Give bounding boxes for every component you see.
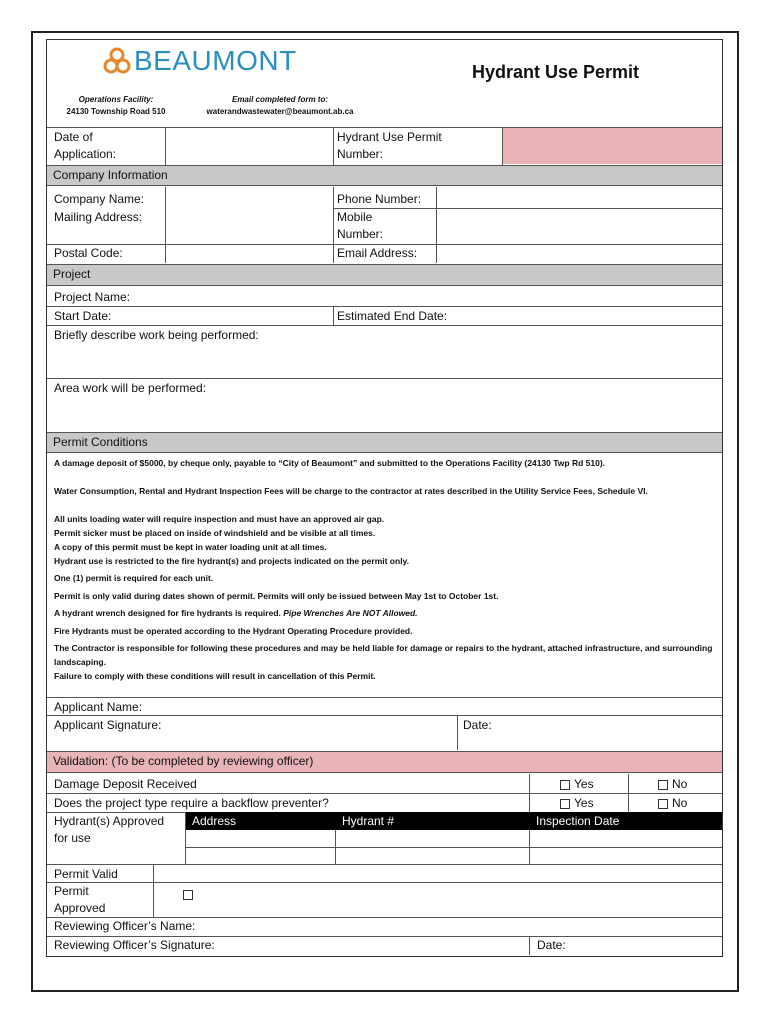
permit-approved-label: Permit Approved — [54, 884, 106, 915]
mobile-number-field[interactable] — [437, 209, 721, 243]
officer-signature-field[interactable] — [225, 937, 525, 954]
mobile-number-label: Mobile Number: — [337, 210, 384, 241]
condition-fees: Water Consumption, Rental and Hydrant Inspection Fees will be charge to the contractor at rates described in the Utility Service Fees, Schedule VI. — [54, 486, 648, 496]
postal-code-label: Postal Code: — [54, 246, 123, 260]
phone-number-label: Phone Number: — [337, 192, 422, 206]
work-description-label: Briefly describe work being performed: — [54, 328, 259, 342]
column-inspection-date: Inspection Date — [530, 812, 722, 830]
hydrants-approved-label: Hydrant(s) Approved for use — [54, 814, 165, 845]
column-hydrant-number: Hydrant # — [336, 812, 530, 830]
backflow-no-option[interactable]: No — [658, 795, 687, 812]
condition-deposit: A damage deposit of $5000, by cheque only, payable to “City of Beaumont” and submitted to the Operations Facility (24130 Twp Rd 510). — [54, 458, 606, 468]
estimated-end-date-label: Estimated End Date: — [337, 309, 448, 323]
work-area-label: Area work will be performed: — [54, 381, 207, 395]
deposit-yes-option[interactable]: Yes — [560, 776, 594, 793]
checkbox-icon[interactable] — [560, 780, 570, 790]
company-name-field[interactable] — [166, 190, 332, 207]
officer-name-label: Reviewing Officer’s Name: — [54, 919, 196, 933]
officer-name-field[interactable] — [205, 918, 720, 935]
applicant-signature-field[interactable] — [170, 716, 455, 749]
estimated-end-date-field[interactable] — [455, 307, 720, 324]
checkbox-icon[interactable] — [658, 799, 668, 809]
officer-signature-label: Reviewing Officer’s Signature: — [54, 938, 215, 952]
email-instructions: Email completed form to: waterandwastewater@beaumont.ab.ca — [206, 95, 354, 116]
company-name-label: Company Name: — [54, 192, 145, 206]
officer-date-field[interactable] — [570, 937, 720, 954]
checkbox-icon[interactable] — [658, 780, 668, 790]
applicant-name-label: Applicant Name: — [54, 700, 143, 714]
permit-number-field[interactable] — [503, 128, 722, 164]
date-of-application-field[interactable] — [165, 128, 332, 164]
phone-number-field[interactable] — [437, 190, 721, 207]
permit-number-label: Hydrant Use Permit Number: — [337, 130, 442, 161]
checkbox-icon[interactable] — [560, 799, 570, 809]
logo-text: BEAUMONT — [134, 45, 297, 76]
permit-conditions-header: Permit Conditions — [47, 432, 722, 453]
permit-approved-checkbox[interactable] — [183, 886, 197, 904]
condition-wrench: A hydrant wrench designed for fire hydrants is required. Pipe Wrenches Are NOT Allowed. — [54, 608, 418, 618]
email-address-field[interactable] — [437, 245, 721, 262]
deposit-no-option[interactable]: No — [658, 776, 687, 793]
work-description-field[interactable] — [48, 344, 721, 377]
applicant-name-field[interactable] — [150, 698, 720, 715]
applicant-date-label: Date: — [463, 718, 492, 732]
beaumont-trefoil-icon — [102, 46, 132, 76]
condition-valid-dates: Permit is only valid during dates shown of permit. Permits will only be issued between May 1st to October 1st. — [54, 591, 499, 601]
condition-air-gap: All units loading water will require inspection and must have an approved air gap. — [54, 514, 385, 524]
backflow-label: Does the project type require a backflow preventer? — [54, 796, 329, 810]
condition-failure: Failure to comply with these conditions will result in cancellation of this Permit. — [54, 671, 376, 681]
officer-date-label: Date: — [537, 938, 566, 952]
logo — [102, 44, 297, 78]
date-of-application-label: Date of Application: — [54, 130, 117, 161]
project-name-field[interactable] — [140, 288, 720, 305]
validation-header: Validation: (To be completed by reviewing officer) — [47, 751, 722, 773]
permit-valid-label: Permit Valid — [54, 867, 118, 881]
pipe-wrench-warning: Pipe Wrenches Are NOT Allowed. — [283, 608, 418, 618]
postal-code-field[interactable] — [166, 245, 332, 262]
work-area-field[interactable] — [48, 397, 721, 430]
condition-restriction: Hydrant use is restricted to the fire hydrant(s) and projects indicated on the permit only. — [54, 556, 410, 566]
mailing-address-field[interactable] — [166, 209, 332, 243]
column-address: Address — [186, 812, 336, 830]
condition-liability: The Contractor is responsible for following these procedures and may be held liable for damage or repairs to the hydrant, attached infrastructure, and surrounding landscaping. — [54, 643, 713, 667]
company-information-header: Company Information — [47, 165, 722, 186]
project-name-label: Project Name: — [54, 290, 131, 304]
start-date-label: Start Date: — [54, 309, 112, 323]
hydrant-row-1[interactable] — [186, 831, 721, 847]
condition-sticker: Permit sicker must be placed on inside of windshield and be visible at all times. — [54, 528, 376, 538]
condition-operating-procedure: Fire Hydrants must be operated according to the Hydrant Operating Procedure provided. — [54, 626, 413, 636]
backflow-yes-option[interactable]: Yes — [560, 795, 594, 812]
condition-one-permit: One (1) permit is required for each unit. — [54, 573, 214, 583]
start-date-field[interactable] — [120, 307, 330, 324]
permit-valid-field[interactable] — [155, 865, 720, 881]
email-address-label: Email Address: — [337, 246, 418, 260]
applicant-signature-label: Applicant Signature: — [54, 718, 162, 732]
project-header: Project — [47, 264, 722, 286]
condition-copy: A copy of this permit must be kept in water loading unit at all times. — [54, 542, 327, 552]
page-title: Hydrant Use Permit — [472, 62, 640, 82]
operations-facility: Operations Facility: 24130 Township Road 510 — [66, 95, 166, 116]
hydrant-row-2[interactable] — [186, 848, 721, 864]
deposit-received-label: Damage Deposit Received — [54, 777, 197, 791]
mailing-address-label: Mailing Address: — [54, 210, 143, 224]
applicant-date-field[interactable] — [495, 716, 720, 749]
checkbox-icon[interactable] — [183, 890, 193, 900]
